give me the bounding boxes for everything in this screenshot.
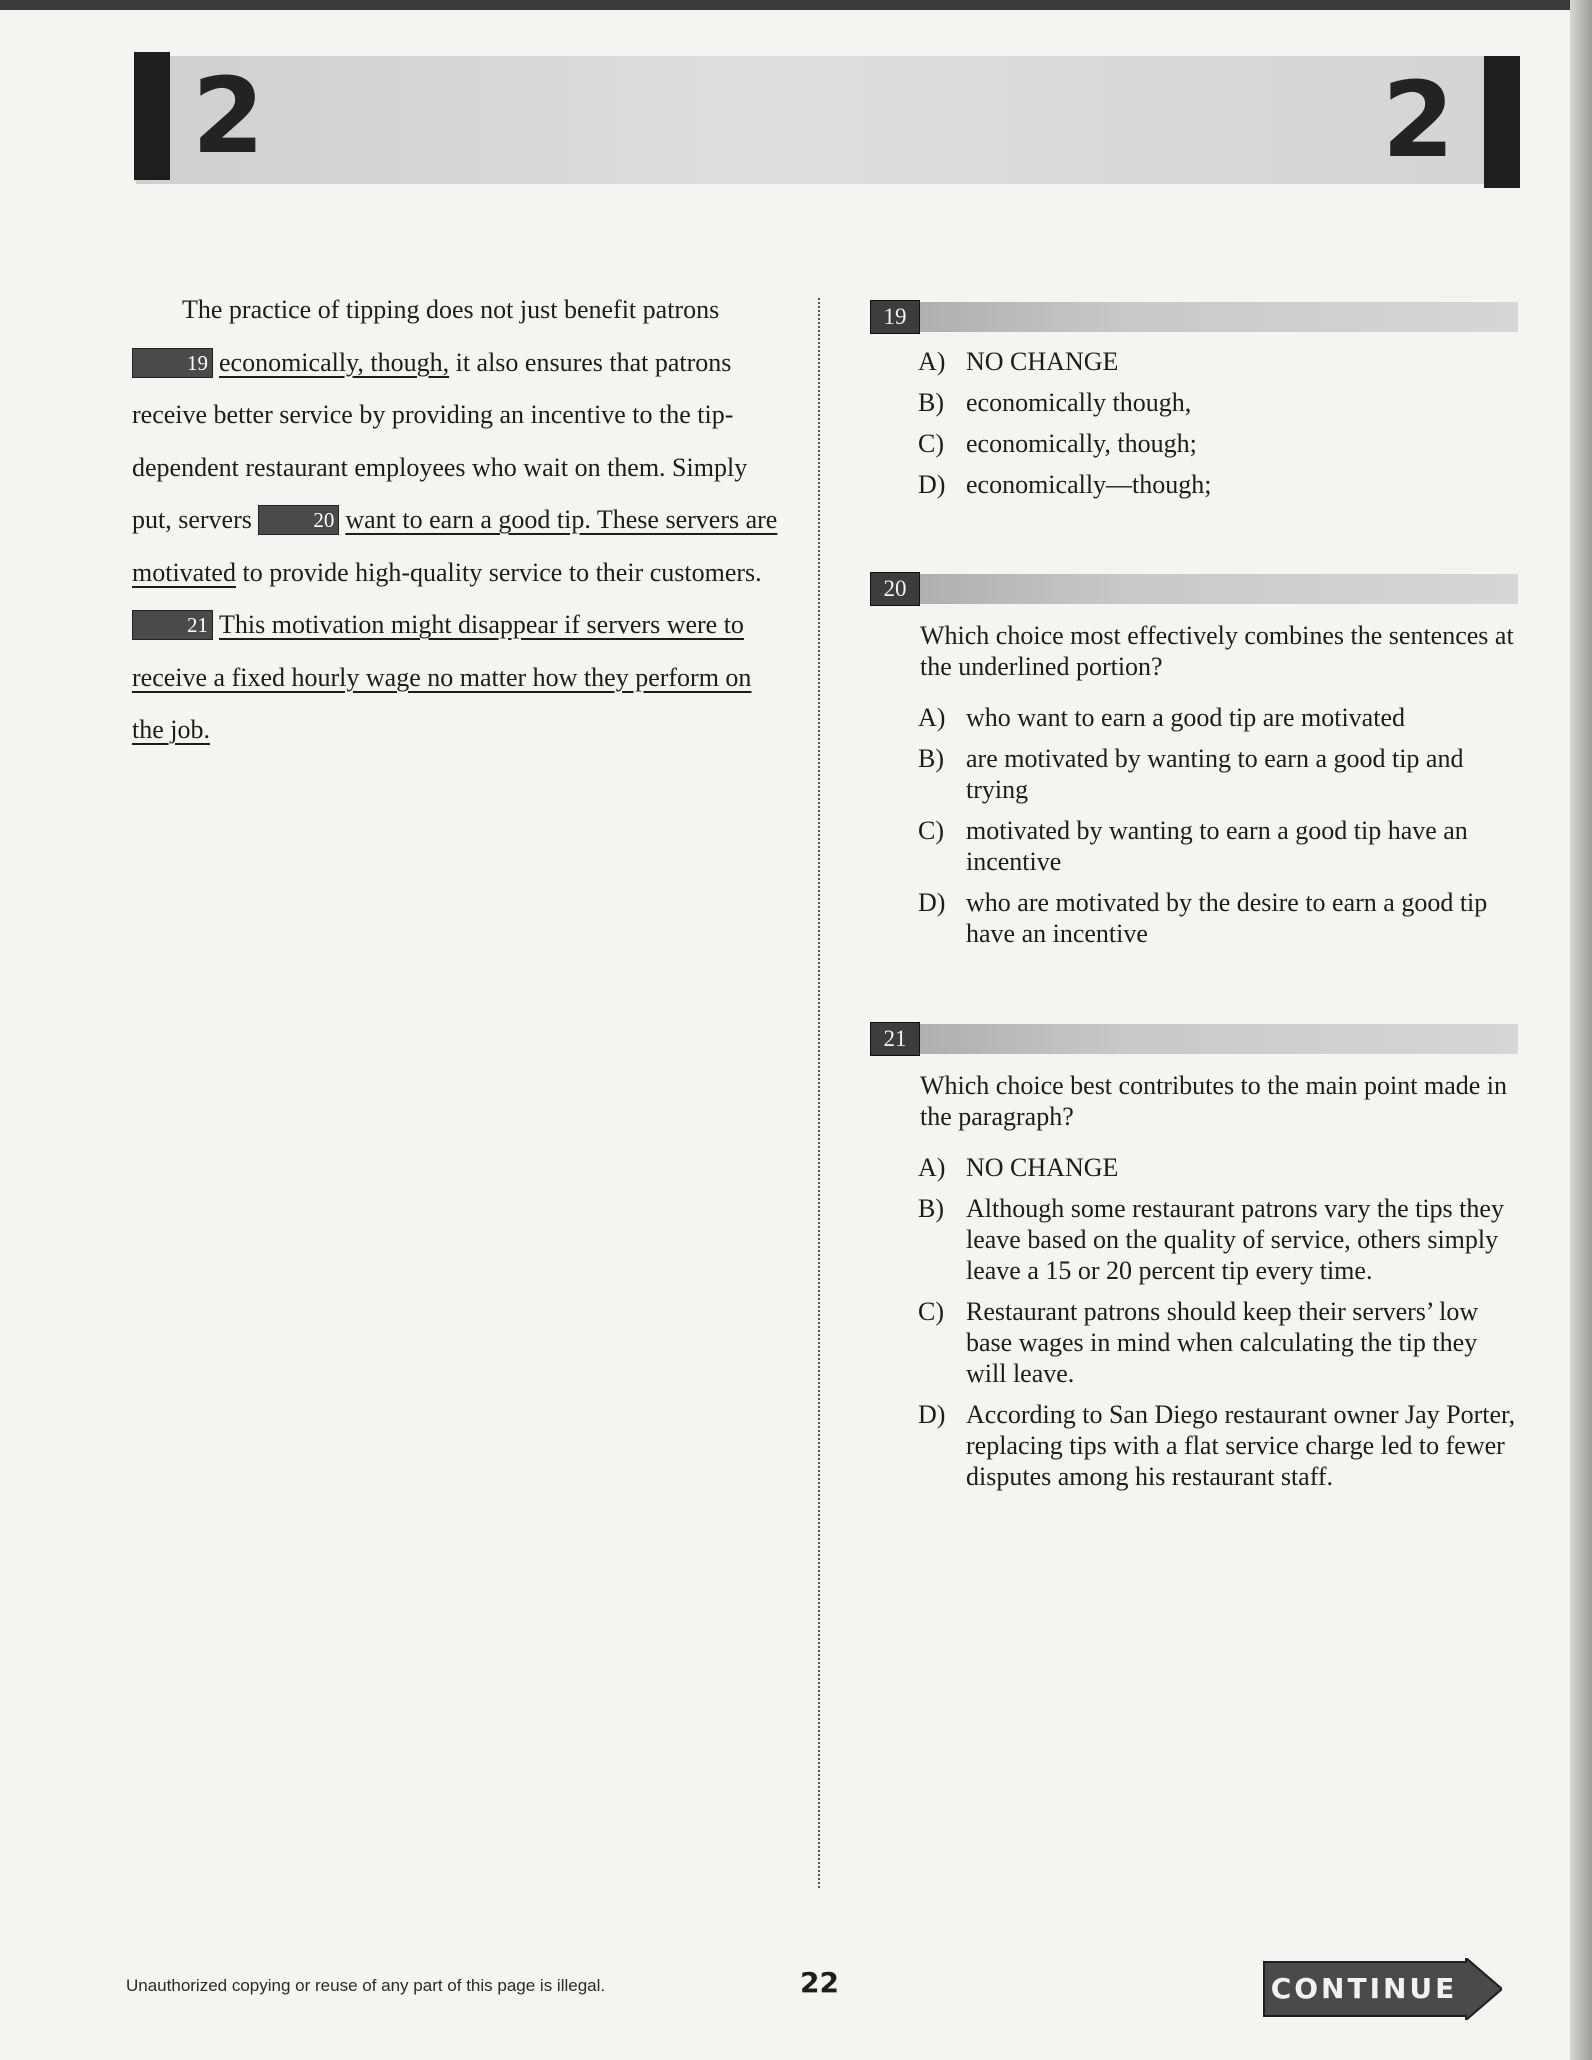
section-marker-right xyxy=(1484,56,1520,188)
choice-21-b[interactable] xyxy=(918,1193,1518,1286)
passage-text: to provide high-quality service to their customers. xyxy=(235,557,762,587)
page-number: 22 xyxy=(800,1966,839,1999)
choice-19-b[interactable] xyxy=(918,387,1518,418)
section-marker-left xyxy=(134,52,170,180)
copyright-notice: Unauthorized copying or reuse of any part of this page is illegal. xyxy=(126,1976,606,1995)
question-stem-21: Which choice best contributes to the main point made in the paragraph? xyxy=(920,1071,1508,1131)
choice-19-d[interactable] xyxy=(918,469,1518,500)
passage-text: it also ensures that patrons receive better service by providing an incentive to the tip-dependent restaurant employees who wait on them. Simply put, servers xyxy=(132,347,748,534)
choice-letter: C) xyxy=(918,1297,944,1326)
continue-label: CONTINUE xyxy=(1270,1972,1458,2005)
choice-19-c[interactable] xyxy=(918,428,1518,459)
scan-right-edge xyxy=(1570,0,1592,2060)
choice-letter: B) xyxy=(918,388,944,417)
choice-text: who want to earn a good tip are motivated xyxy=(966,703,1405,732)
choice-letter: D) xyxy=(918,470,946,499)
underlined-portion-21[interactable]: This motivation might disappear if servers were to receive a fixed hourly wage no matter how they perform on the job. xyxy=(132,610,752,744)
continue-button[interactable] xyxy=(1262,1958,1502,2020)
scan-top-edge xyxy=(0,0,1592,10)
choice-letter: A) xyxy=(918,347,946,376)
choice-text: who are motivated by the desire to earn a good tip have an incentive xyxy=(966,888,1488,948)
choice-20-a[interactable] xyxy=(918,702,1518,733)
choice-text: Although some restaurant patrons vary the tips they leave based on the quality of service, others simply leave a 15 or 20 percent tip every time. xyxy=(966,1194,1504,1285)
choice-21-a[interactable] xyxy=(918,1152,1518,1183)
question-ref-21[interactable]: 21 xyxy=(132,610,213,640)
choice-text: economically—though; xyxy=(966,470,1212,499)
choice-21-c[interactable] xyxy=(918,1296,1518,1389)
question-header-21 xyxy=(870,1024,1518,1054)
answer-choices-19 xyxy=(918,346,1518,510)
choice-text: According to San Diego restaurant owner Jay Porter, replacing tips with a flat service charge led to fewer disputes among his restaurant staff. xyxy=(966,1400,1516,1491)
choice-text: NO CHANGE xyxy=(966,1153,1119,1182)
underlined-portion-20[interactable]: want to earn a good tip. These servers are motivated xyxy=(132,505,778,587)
underlined-portion-19[interactable]: economically, though, xyxy=(219,347,450,377)
choice-letter: B) xyxy=(918,744,944,773)
choice-20-c[interactable] xyxy=(918,815,1518,877)
choice-letter: B) xyxy=(918,1194,944,1223)
choice-text: are motivated by wanting to earn a good tip and trying xyxy=(966,744,1464,804)
passage xyxy=(132,284,784,757)
choice-text: Restaurant patrons should keep their servers’ low base wages in mind when calculating the tip they will leave. xyxy=(966,1297,1479,1388)
choice-letter: A) xyxy=(918,703,946,732)
question-number-20: 20 xyxy=(870,572,920,606)
choice-20-d[interactable] xyxy=(918,887,1518,949)
choice-letter: C) xyxy=(918,429,944,458)
question-ref-20[interactable]: 20 xyxy=(258,505,339,535)
choice-letter: D) xyxy=(918,888,946,917)
question-number-21: 21 xyxy=(870,1022,920,1056)
section-header-band xyxy=(136,56,1516,184)
passage-paragraph xyxy=(132,284,784,757)
question-header-19 xyxy=(870,302,1518,332)
answer-choices-20 xyxy=(918,702,1518,959)
choice-letter: D) xyxy=(918,1400,946,1429)
choice-text: economically, though; xyxy=(966,429,1197,458)
choice-text: motivated by wanting to earn a good tip have an incentive xyxy=(966,816,1468,876)
choice-letter: C) xyxy=(918,816,944,845)
choice-text: economically though, xyxy=(966,388,1192,417)
question-number-19: 19 xyxy=(870,300,920,334)
choice-19-a[interactable] xyxy=(918,346,1518,377)
passage-text: The practice of tipping does not just benefit patrons xyxy=(182,295,720,324)
answer-choices-21 xyxy=(918,1152,1518,1502)
choice-text: NO CHANGE xyxy=(966,347,1119,376)
question-header-20 xyxy=(870,574,1518,604)
column-divider xyxy=(818,298,820,1888)
choice-20-b[interactable] xyxy=(918,743,1518,805)
section-number-left: 2 xyxy=(192,55,265,177)
question-stem-20: Which choice most effectively combines the sentences at the underlined portion? xyxy=(920,621,1514,681)
choice-letter: A) xyxy=(918,1153,946,1182)
choice-21-d[interactable] xyxy=(918,1399,1518,1492)
question-ref-19[interactable]: 19 xyxy=(132,348,213,378)
section-number-right: 2 xyxy=(1382,59,1455,181)
